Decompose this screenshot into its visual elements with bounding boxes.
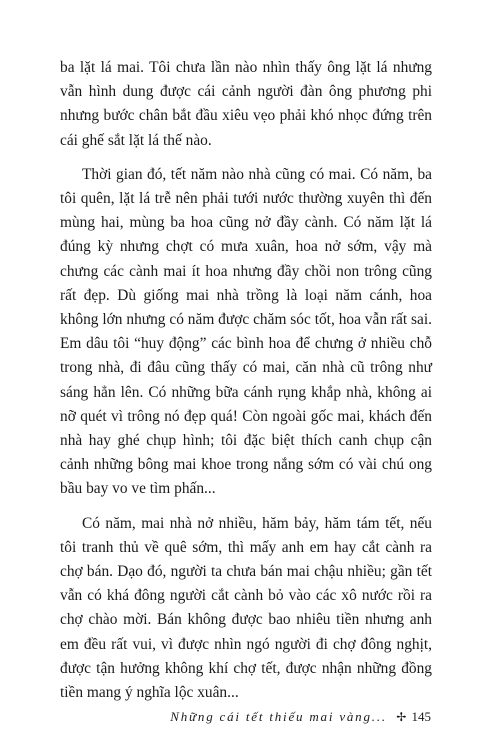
page-footer [0, 709, 431, 725]
flower-ornament-icon: ✢ [396, 710, 407, 724]
page-number: 145 [411, 709, 431, 724]
body-text [60, 56, 432, 705]
running-title: Những cái tết thiếu mai vàng... [170, 709, 387, 724]
paragraph-1: ba lặt lá mai. Tôi chưa lần nào nhìn thấy ông lặt lá nhưng vẫn hình dung được cái cảnh người đàn ông phương phi nhưng bước chân bắt đầu xiêu vẹo phải khó nhọc đứng trên cái ghế sắt lặt lá thế nào. [60, 59, 432, 149]
paragraph-2: Thời gian đó, tết năm nào nhà cũng có mai. Có năm, ba tôi quên, lặt lá trễ nên phải tưới nước thường xuyên thì đến mùng hai, mùng ba hoa cũng nở đầy cành. Có năm lặt lá đúng kỳ nhưng chợt có mưa xuân, hoa nở sớm, vậy mà chưng các cành mai ít hoa nhưng đầy chồi non trông cũng rất đẹp. Dù giống mai nhà trồng là loại năm cánh, hoa không lớn nhưng có năm được chăm sóc tốt, hoa vẫn rất sai. Em dâu tôi “huy động” các bình hoa để chưng ở nhiều chỗ trong nhà, đi đâu cũng thấy có mai, căn nhà cũ trông như sáng hẳn lên. Có những bữa cánh rụng khắp nhà, không ai nỡ quét vì trông nó đẹp quá! Còn ngoài gốc mai, khách đến nhà hay ghé chụp hình; tôi đặc biệt thích canh chụp cận cảnh những bông mai khoe trong nắng sớm có vài chú ong bầu bay vo ve tìm phấn... [60, 165, 432, 498]
paragraph-3: Có năm, mai nhà nở nhiều, hăm bảy, hăm tám tết, nếu tôi tranh thủ về quê sớm, thì mấy anh em hay cắt cành ra chợ bán. Dạo đó, người ta chưa bán mai chậu nhiều; gần tết vẫn có khá đông người cắt cành bỏ vào các xô nước rồi ra chợ chào mời. Bán không được bao nhiêu tiền nhưng anh em đều rất vui, vì được nhìn ngó người đi chợ đông nghịt, được tận hưởng không khí chợ tết, được nhận những đồng tiền mang ý nghĩa lộc xuân... [60, 514, 432, 702]
